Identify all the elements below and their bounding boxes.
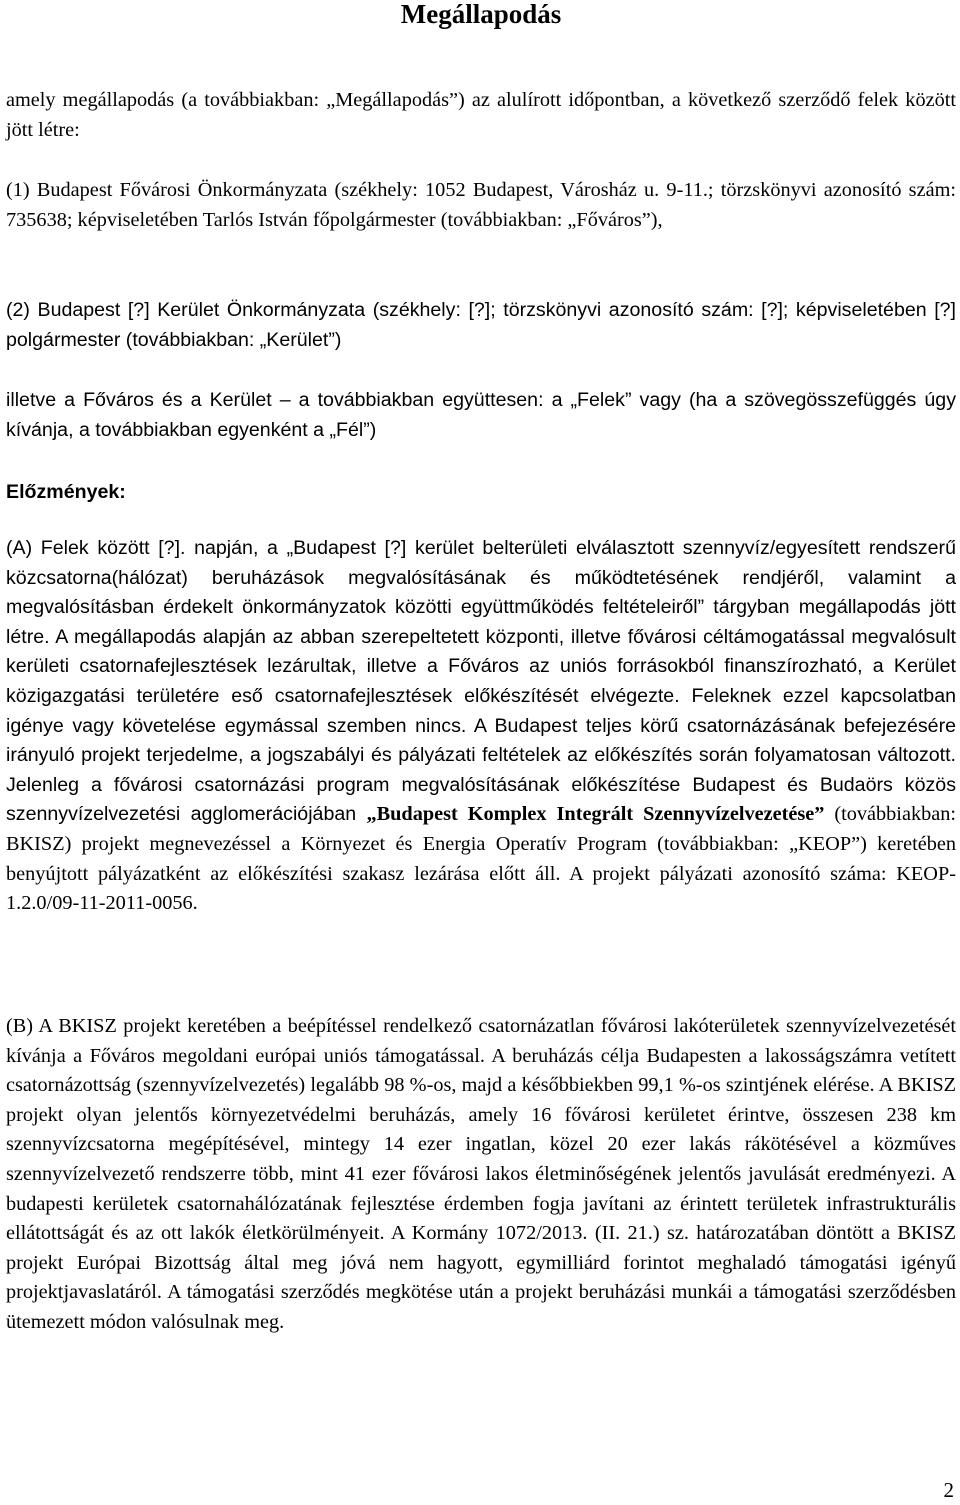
section-a-paragraph xyxy=(6,534,956,919)
party-2-paragraph: (2) Budapest [?] Kerület Önkormányzata (székhely: [?]; törzskönyvi azonosító szám: [?]; képviseletében [?] polgármester (továbbiakban: „Kerület”) xyxy=(6,299,956,351)
page-number: 2 xyxy=(943,1478,954,1502)
parties-joint-paragraph: illetve a Főváros és a Kerület – a továbbiakban együttesen: a „Felek” vagy (ha a szövegösszefüggés úgy kívánja, a továbbiakban egyenként a „Fél”) xyxy=(6,389,956,441)
section-a-text-2: (továbbiakban: BKISZ) projekt megnevezéssel a Környezet és Energia Operatív Program (továbbiakban: „KEOP”) keretében benyújtott pályázatként az előkészítési szakasz lezárása előtt áll. A projekt pályázati azonosító száma: KEOP-1.2.0/09-11-2011-0056. xyxy=(6,803,956,915)
document-title: Megállapodás xyxy=(400,0,562,29)
section-a-text-1: (A) Felek között [?]. napján, a „Budapest [?] kerület belterületi elválasztott szennyvíz/egyesített rendszerű közcsatorna(hálózat) beruházások megvalósításának és működtetésének rendjéről, valamint a megvalósításban érdekelt önkormányzatok közötti együttműködés feltételeiről” tárgyban megállapodás jött létre. A megállapodás alapján az abban szerepeltetett központi, illetve fővárosi céltámogatással megvalósult kerületi csatornafejlesztések lezárultak, illetve a Főváros az uniós forrásokból finanszírozható, a Kerület közigazgatási területére eső csatornafejlesztések előkészítését elvégezte. Feleknek ezzel kapcsolatban igénye vagy követelése egymással szemben nincs. A Budapest teljes körű csatornázásának befejezésére irányuló projekt terjedelme, a jogszabályi és pályázati feltételek az előkészítés során folyamatosan változott. Jelenleg a fővárosi csatornázási program megvalósításának előkészítése Budapest és Budaörs közös szennyvízelvezetési agglomerációjában xyxy=(6,537,956,826)
intro-paragraph: amely megállapodás (a továbbiakban: „Megállapodás”) az alulírott időpontban, a következő szerződő felek között jött létre: xyxy=(6,89,956,141)
background-heading: Előzmények: xyxy=(6,481,126,503)
section-a-project-name: „Budapest Komplex Integrált Szennyvízelvezetése” xyxy=(366,803,825,826)
party-1-paragraph: (1) Budapest Fővárosi Önkormányzata (székhely: 1052 Budapest, Városház u. 9-11.; törzskönyvi azonosító szám: 735638; képviseletében Tarlós István főpolgármester (továbbiakban: „Főváros”), xyxy=(6,179,956,231)
section-b-paragraph: (B) A BKISZ projekt keretében a beépítéssel rendelkező csatornázatlan fővárosi lakóterületek szennyvízelvezetését kívánja a Főváros megoldani európai uniós támogatással. A beruházás célja Budapesten a lakosságszámra vetített csatornázottság (szennyvízelvezetés) legalább 98 %-os, majd a későbbiekben 99,1 %-os szintjének elérése. A BKISZ projekt olyan jelentős környezetvédelmi beruházás, amely 16 fővárosi kerületet érintve, összesen 238 km szennyvízcsatorna megépítésével, mintegy 14 ezer ingatlan, közel 20 ezer lakás rákötésével a közműves szennyvízelvezető rendszerre több, mint 41 ezer fővárosi lakos életminőségének jelentős javulását eredményezi. A budapesti kerületek csatornahálózatának fejlesztése érdemben fogja javítani az érintett területek infrastrukturális ellátottságát és az ott lakók életkörülményeit. A Kormány 1072/2013. (II. 21.) sz. határozatában döntött a BKISZ projekt Európai Bizottság által meg jóvá nem hagyott, egymilliárd forintot meghaladó támogatási igényű projektjavaslatáról. A támogatási szerződés megkötése után a projekt beruházási munkái a támogatási szerződésben ütemezett módon valósulnak meg. xyxy=(6,1015,956,1333)
